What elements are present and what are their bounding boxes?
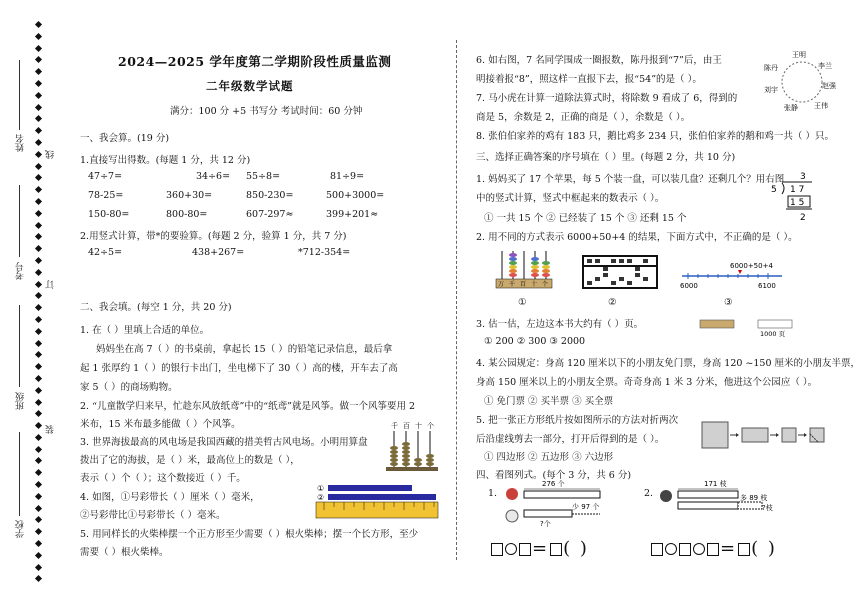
picture-problem-1-diagram <box>500 478 612 528</box>
choice-q3-options: ① 200 ② 300 ③ 2000 <box>484 336 586 347</box>
choice2-numberline-figure <box>678 258 788 290</box>
line-char: 线 <box>46 150 56 159</box>
c2-label-qian: 千 <box>509 281 516 288</box>
c2-label-shi: 十 <box>531 281 538 288</box>
abacus-label-thousand: 千 <box>391 422 398 430</box>
p2-more-label: 多 89 枝 <box>740 494 768 502</box>
fill-q1-line3: 起 1 张厚约 1（ ）的银行卡出门，坐电梯下了 30（ ）高的楼，开车去了高 <box>80 363 398 374</box>
abacus-label-ten: 十 <box>415 422 422 430</box>
c2-option-1: ① <box>518 297 527 308</box>
section-4-title: 四、看图列式。(每个 3 分，共 6 分) <box>476 470 632 481</box>
calc-r1-c3: 500+3000= <box>326 190 385 201</box>
circle-name-7: 陈丹 <box>764 64 778 72</box>
choice-q5-line2: 后沿虚线剪去一部分，打开后得到的是（ ）。 <box>476 434 665 445</box>
calc-r2-c0: 150-80= <box>88 209 130 220</box>
choice2-abacus-figure <box>494 247 554 289</box>
choice-q1-line1: 1. 妈妈买了 17 个苹果，每 5 个装一盘，可以装几盘？还剩几个？用右图 <box>476 174 785 185</box>
class-label: 班级 <box>16 392 26 410</box>
bind-char: 装 <box>46 425 56 434</box>
ribbon-1-label: ① <box>317 484 325 493</box>
fill-q5-line1: 5. 用同样长的火柴棒摆一个正方形至少需要（ ）根火柴棒；摆一个长方形，至少 <box>80 529 419 540</box>
choice3-books-figure <box>698 316 794 338</box>
fill-q1-line2: 妈妈坐在高 7（ ）的书桌前，拿起长 15（ ）的铅笔记录信息，最后拿 <box>96 344 393 355</box>
div-divisor: 5 <box>771 185 777 195</box>
choice-q3: 3. 估一估，左边这本书大约有（ ）页。 <box>476 319 644 330</box>
choice-q1-options: ① 一共 15 个 ② 已经装了 15 个 ③ 还剩 15 个 <box>484 213 687 224</box>
choice-q5-line1: 5. 把一张正方形纸片按如图所示的方法对折两次 <box>476 415 679 426</box>
school-label: 学校 <box>16 520 26 538</box>
calc-r0-c2: 55÷8= <box>246 171 281 182</box>
fill-q5-line2: 需要（ ）根火柴棒。 <box>80 547 169 558</box>
fill-q3-line2: 拨出了它的海拔，是（ ）米，最高位上的数是（ ）， <box>80 455 300 466</box>
circle-name-6: 刘宇 <box>764 86 778 94</box>
order-char: 订 <box>46 280 56 289</box>
calc-r1-c1: 360+30= <box>166 190 213 201</box>
section-1-title: 一、我会算。(19 分) <box>80 133 170 144</box>
circle-name-2: 李兰 <box>818 62 832 70</box>
picture-problem-1-number: 1. <box>488 488 498 499</box>
vertical-calc-2: 438+267= <box>192 247 245 258</box>
fill-q6-line2: 明接着报“8”，照这样一直报下去，报“54”的是（ ）。 <box>476 74 702 85</box>
vertical-calc-1: 42÷5= <box>88 247 123 258</box>
c2-option-3: ③ <box>724 297 733 308</box>
long-division-figure <box>768 170 818 224</box>
c2-option-2: ② <box>608 297 617 308</box>
name-label: 姓名 <box>16 134 26 152</box>
answer-2-parens: ( ) <box>751 538 777 559</box>
fill-q1-line4: 家 5（ ）的商场购物。 <box>80 382 178 393</box>
c3-book-pages: 1000 页 <box>760 330 786 338</box>
fill-q4-line1: 4. 如图，①号彩带长（ ）厘米（ ）毫米， <box>80 492 260 503</box>
answer-formula-1[interactable]: = ( ) <box>490 538 589 559</box>
div-dividend: 1 7 <box>790 185 805 195</box>
choice-q4-line2: 身高 150 厘米以上的小朋友全票。奇奇身高 1 米 3 分米，他进这个公园应（ ）。 <box>476 377 818 388</box>
name-circle-figure <box>762 48 842 114</box>
ribbon-ruler-figure <box>314 480 440 520</box>
circle-name-1: 王明 <box>792 51 806 59</box>
div-quotient: 3 <box>800 172 806 182</box>
p1-question-label: ?个 <box>540 520 551 528</box>
fill-q7-line1: 7. 马小虎在计算一道除法算式时，将除数 9 看成了 6，得到的 <box>476 93 738 104</box>
c2-line-expression: 6000+50+4 <box>730 262 773 270</box>
choice-q4-line1: 4. 某公园规定：身高 120 厘米以下的小朋友免门票，身高 120 ~150 厘米的小朋友半票， <box>476 358 860 369</box>
c2-label-wan: 万 <box>498 281 505 288</box>
section-1-q2: 2.用竖式计算，带*的要验算。(每题 2 分，验算 1 分，共 7 分) <box>80 231 347 242</box>
section-3-title: 三、选择正确答案的序号填在（ ）里。(每题 2 分，共 10 分) <box>476 152 736 163</box>
fill-q7-line2: 商是 5，余数是 2，正确的商是（ ），余数是（ ）。 <box>476 112 691 123</box>
fill-q2-line1: 2. “儿童散学归来早，忙趁东风放纸鸢”中的“纸鸢”就是风筝。做一个风筝要用 2 <box>80 401 416 412</box>
p1-top-label: 276 个 <box>542 480 565 488</box>
picture-problem-2-number: 2. <box>644 488 654 499</box>
column-divider <box>456 40 458 560</box>
exam-subtitle: 二年级数学试题 <box>206 79 294 93</box>
c2-label-bai: 百 <box>520 281 527 288</box>
choice-q4-options: ① 免门票 ② 买半票 ③ 买全票 <box>484 396 614 407</box>
fill-q3-line3: 表示（ ）个（ ）；这个数接近（ ）千。 <box>80 473 246 484</box>
choice-q1-line2: 中的竖式计算，竖式中框起来的数表示（ ）。 <box>476 193 665 204</box>
exam-meta: 满分：100 分 +5 书写分 考试时间：60 分钟 <box>170 106 363 117</box>
fill-q6-line1: 6. 如右图，7 名同学围成一圈报数，陈丹报到“7”后，由王 <box>476 55 722 66</box>
school-line <box>19 432 20 516</box>
calc-r0-c1: 34÷6= <box>196 171 231 182</box>
vertical-calc-3: *712-354= <box>298 247 351 258</box>
section-1-q1: 1.直接写出得数。(每题 1 分，共 12 分) <box>80 155 251 166</box>
c2-line-start: 6000 <box>680 282 698 290</box>
fill-q2-line2: 米布，15 米布最多能做（ ）个风筝。 <box>80 419 241 430</box>
binding-diamond-line <box>33 22 43 582</box>
answer-1-parens: ( ) <box>563 538 589 559</box>
div-product: 1 5 <box>790 198 805 208</box>
div-remainder: 2 <box>800 213 806 223</box>
name-line <box>19 60 20 130</box>
calc-r2-c3: 399+201≈ <box>326 209 379 220</box>
fill-q8: 8. 张伯伯家养的鸡有 183 只，鹅比鸡多 234 只，张伯伯家养的鹅和鸡一共（ ）只。 <box>476 131 834 142</box>
circle-name-5: 张静 <box>784 104 798 112</box>
p1-less-label: 少 97 个 <box>572 503 600 511</box>
ribbon-2-label: ② <box>317 493 325 502</box>
choice-q2: 2. 用不同的方式表示 6000+50+4 的结果，下面方式中，不正确的是（ ）。 <box>476 232 798 243</box>
paper-folding-figure <box>700 418 832 454</box>
p2-top-label: 171 枝 <box>704 480 727 488</box>
choice-q5-options: ① 四边形 ② 五边形 ③ 六边形 <box>484 452 614 463</box>
calc-r1-c2: 850-230= <box>246 190 294 201</box>
c2-label-ge: 个 <box>542 281 549 288</box>
section-2-title: 二、我会填。(每空 1 分，共 20 分) <box>80 302 232 313</box>
abacus-label-hundred: 百 <box>403 422 410 430</box>
exam-title: 2024—2025 学年度第二学期阶段性质量监测 <box>118 54 392 69</box>
picture-problem-2-diagram <box>656 478 776 528</box>
calc-r2-c1: 800-80= <box>166 209 208 220</box>
id-label: 考号 <box>16 262 26 280</box>
fill-q4-line2: ②号彩带比①号彩带长（ ）毫米。 <box>80 510 226 521</box>
fill-q3-line1: 3. 世界海拔最高的风电场是我国西藏的措美哲古风电场。小明用算盘 <box>80 437 368 448</box>
answer-formula-2[interactable]: = ( ) <box>650 538 777 559</box>
circle-name-4: 王伟 <box>814 102 828 110</box>
calc-r0-c3: 81÷9= <box>330 171 365 182</box>
class-line <box>19 305 20 387</box>
binding-margin <box>0 0 70 595</box>
abacus-figure <box>384 420 440 472</box>
fill-q1-line1: 1. 在（ ）里填上合适的单位。 <box>80 325 210 336</box>
choice2-suanpan-figure <box>582 255 658 289</box>
abacus-label-one: 个 <box>427 422 434 430</box>
id-line <box>19 185 20 257</box>
p2-question-label: ?枝 <box>762 504 773 512</box>
c2-line-end: 6100 <box>758 282 776 290</box>
calc-r0-c0: 47÷7= <box>88 171 123 182</box>
circle-name-3: 赵强 <box>822 82 836 90</box>
calc-r1-c0: 78-25= <box>88 190 124 201</box>
calc-r2-c2: 607-297≈ <box>246 209 294 220</box>
